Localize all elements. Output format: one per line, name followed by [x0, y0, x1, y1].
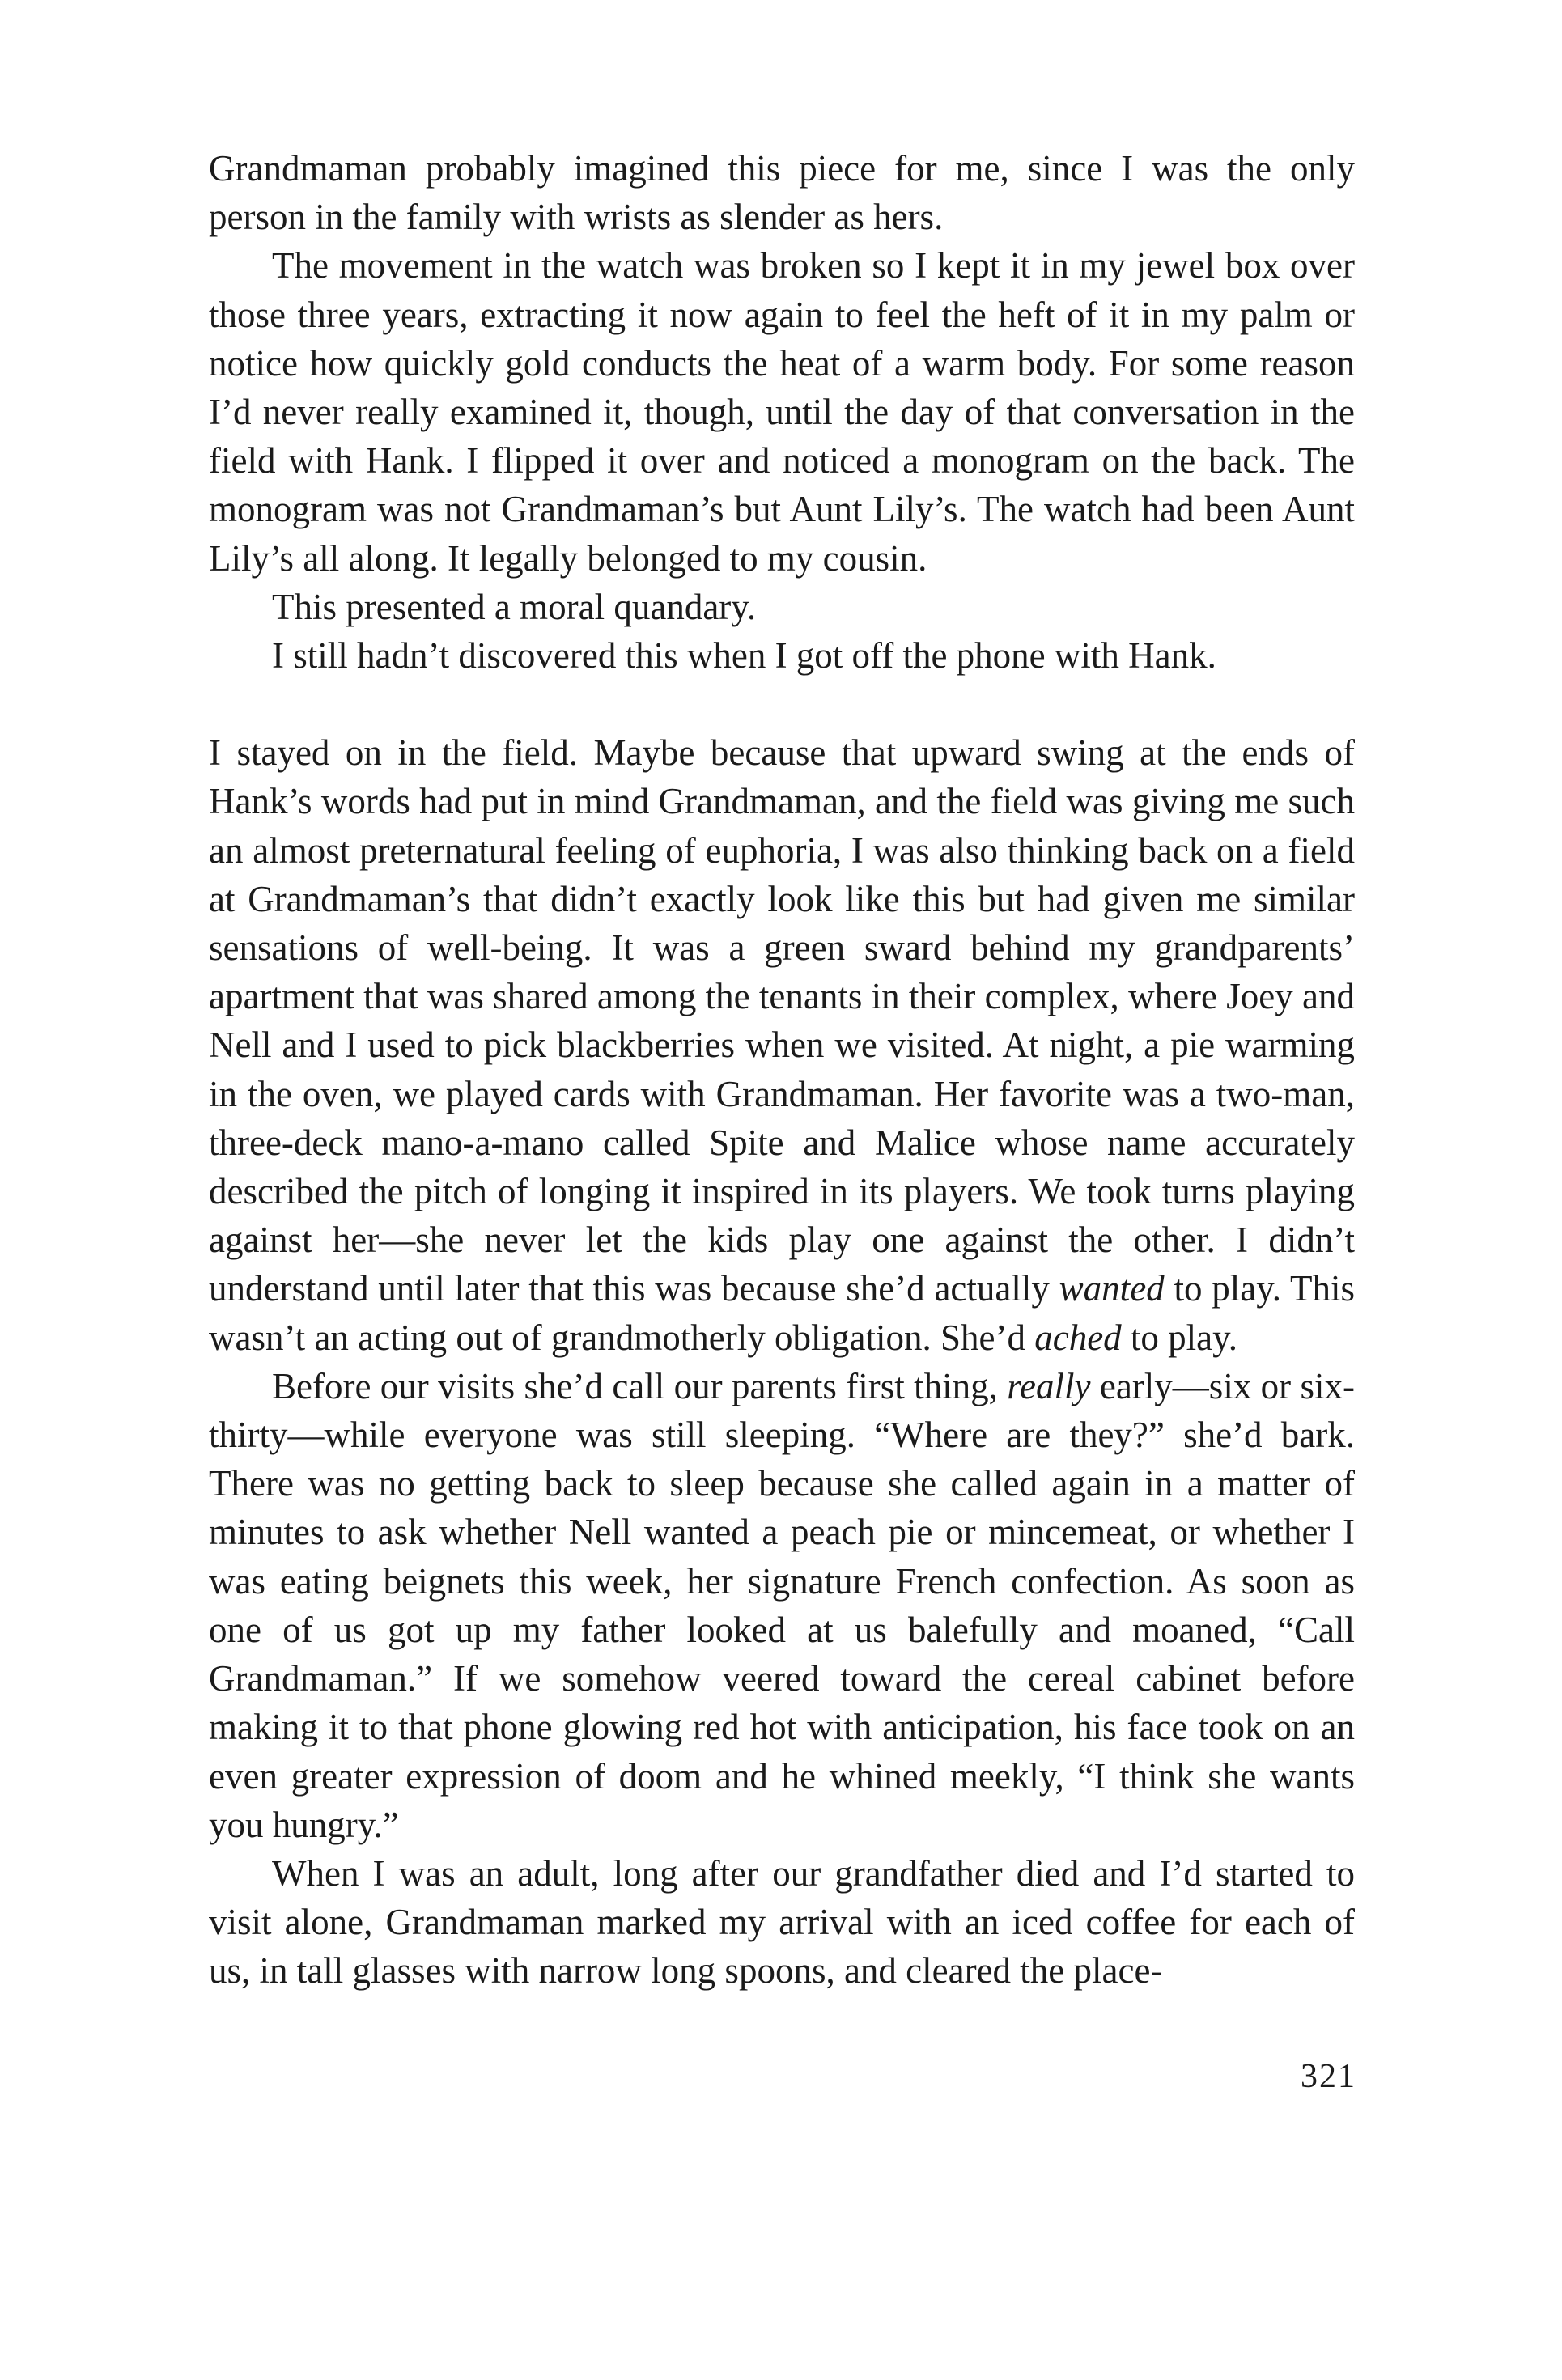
paragraph-field-memories [209, 728, 1355, 1362]
italic-text: ached [1034, 1317, 1122, 1358]
text-segment: to play. This wasn’t an acting out of grandmotherly obligation. She’d [209, 1268, 1355, 1358]
text-segment: This presented a moral quandary. [272, 586, 757, 627]
paragraph-watch-monogram [209, 241, 1355, 582]
paragraph-early-calls [209, 1362, 1355, 1849]
italic-text: really [1007, 1365, 1091, 1406]
italic-text: wanted [1059, 1268, 1165, 1309]
text-segment: Grandmaman probably imagined this piece for me, since I was the only person in the family with wrists as slender as hers. [209, 148, 1355, 238]
page-number: 321 [1301, 2058, 1356, 2095]
body-text [209, 144, 1355, 1996]
paragraph-moral-quandary [209, 583, 1355, 631]
book-page [209, 144, 1355, 1996]
paragraph-iced-coffee [209, 1849, 1355, 1996]
text-segment: When I was an adult, long after our grandfather died and I’d started to visit alone, Grandmaman marked my arrival with an iced coffee for each of us, in tall glasses with narrow long spoons, and cleared the place- [209, 1852, 1355, 1992]
text-segment: to play. [1121, 1317, 1237, 1358]
section-break [209, 680, 1355, 728]
paragraph-phone-with-hank [209, 631, 1355, 680]
text-segment: early—six or six-thirty—while everyone was still sleeping. “Where are they?” she’d bark. There was no getting back to sleep because she called again in a matter of minutes to ask whether Nell wanted a peach pie or mincemeat, or whether I was eating beignets this week, her signature French confection. As soon as one of us got up my father looked at us balefully and moaned, “Call Grandmaman.” If we somehow veered toward the cereal cabinet before making it to that phone glowing red hot with anticipation, his face took on an even greater expression of doom and he whined meekly, “I think she wants you hungry.” [209, 1365, 1356, 1845]
text-segment: The movement in the watch was broken so I kept it in my jewel box over those three years, extracting it now again to feel the heft of it in my palm or notice how quickly gold conducts the heat of a warm body. For some reason I’d never really examined it, though, until the day of that conversation in the field with Hank. I flipped it over and noticed a monogram on the back. The monogram was not Grandmaman’s but Aunt Lily’s. The watch had been Aunt Lily’s all along. It legally belonged to my cousin. [209, 245, 1355, 579]
text-segment: I still hadn’t discovered this when I got off the phone with Hank. [272, 635, 1216, 677]
text-segment: I stayed on in the field. Maybe because that upward swing at the ends of Hank’s words had put in mind Grandmaman, and the field was giving me such an almost preternatural feeling of euphoria, I was also thinking back on a field at Grandmaman’s that didn’t exactly look like this but had given me similar sensations of well-being. It was a green sward behind my grandparents’ apartment that was shared among the tenants in their complex, where Joey and Nell and I used to pick blackberries when we visited. At night, a pie warming in the oven, we played cards with Grandmaman. Her favorite was a two-man, three-deck mano-a-mano called Spite and Malice whose name accurately described the pitch of longing it inspired in its players. We took turns playing against her—she never let the kids play one against the other. I didn’t understand until later that this was because she’d actually [209, 732, 1355, 1309]
paragraph-wrists [209, 144, 1355, 241]
text-segment: Before our visits she’d call our parents first thing, [272, 1365, 1008, 1406]
